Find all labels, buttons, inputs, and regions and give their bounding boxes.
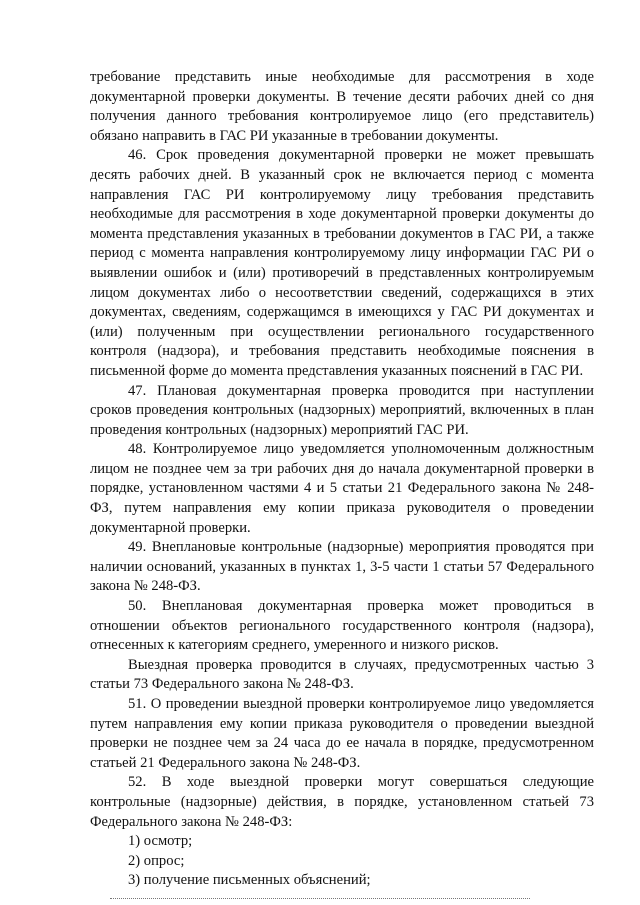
action-list <box>90 832 594 891</box>
paragraph-50: 50. Внеплановая документарная проверка может проводиться в отношении объектов регионального государственного контроля (надзора), отнесенных к категориям среднего, умеренного и низкого рисков. <box>90 598 594 654</box>
paragraph-52: 52. В ходе выездной проверки могут совершаться следующие контрольные (надзорные) действия, в порядке, установленном статьей 73 Федерального закона № 248-ФЗ: <box>90 774 594 830</box>
paragraph-continuation: требование представить иные необходимые для рассмотрения в ходе документарной проверки документы. В течение десяти рабочих дней со дня получения данного требования контролируемое лицо (его представитель) обязано направить в ГАС РИ указанные в требовании документы. <box>90 69 594 144</box>
paragraph-51: 51. О проведении выездной проверки контролируемое лицо уведомляется путем направления ему копии приказа руководителя о проведении выездной проверки не позднее чем за 24 часа до ее начала в порядке, предусмотренном статьей 21 Федерального закона № 248-ФЗ. <box>90 696 594 771</box>
paragraph-49: 49. Внеплановые контрольные (надзорные) мероприятия проводятся при наличии оснований, указанных в пунктах 1, 3-5 части 1 статьи 57 Федерального закона № 248-ФЗ. <box>90 539 594 595</box>
list-item: 2) опрос; <box>128 852 185 869</box>
document-page <box>90 68 594 891</box>
list-item: 3) получение письменных объяснений; <box>128 872 371 889</box>
paragraph-field-inspection: Выездная проверка проводится в случаях, предусмотренных частью 3 статьи 73 Федерального закона № 248-ФЗ. <box>90 656 594 693</box>
paragraph-47: 47. Плановая документарная проверка проводится при наступлении сроков проведения контрольных (надзорных) мероприятий, включенных в план проведения контрольных (надзорных) мероприятий ГАС РИ. <box>90 382 594 438</box>
list-item: 1) осмотр; <box>128 833 193 850</box>
scan-edge-line <box>110 898 530 900</box>
paragraph-48: 48. Контролируемое лицо уведомляется уполномоченным должностным лицом не позднее чем за три рабочих дня до начала документарной проверки в порядке, установленном частями 4 и 5 статьи 21 Федерального закона № 248-ФЗ, путем направления ему копии приказа руководителя о проведении документарной проверки. <box>90 441 594 536</box>
paragraph-46: 46. Срок проведения документарной проверки не может превышать десять рабочих дней. В указанный срок не включается период с момента направления ГАС РИ контролируемому лицу требования представить необходимые для рассмотрения в ходе документарной проверки документы до момента представления указанных в требовании документов в ГАС РИ, а также период с момента направления контролируемому лицу информации ГАС РИ о выявлении ошибок и (или) противоречий в представленных контролируемым лицом документах либо о несоответствии сведений, содержащихся в этих документах, сведениям, содержащимся в имеющихся у ГАС РИ документах и (или) полученным при осуществлении регионального государственного контроля (надзора), и требования представить необходимые пояснения в письменной форме до момента представления указанных пояснений в ГАС РИ. <box>90 147 594 379</box>
